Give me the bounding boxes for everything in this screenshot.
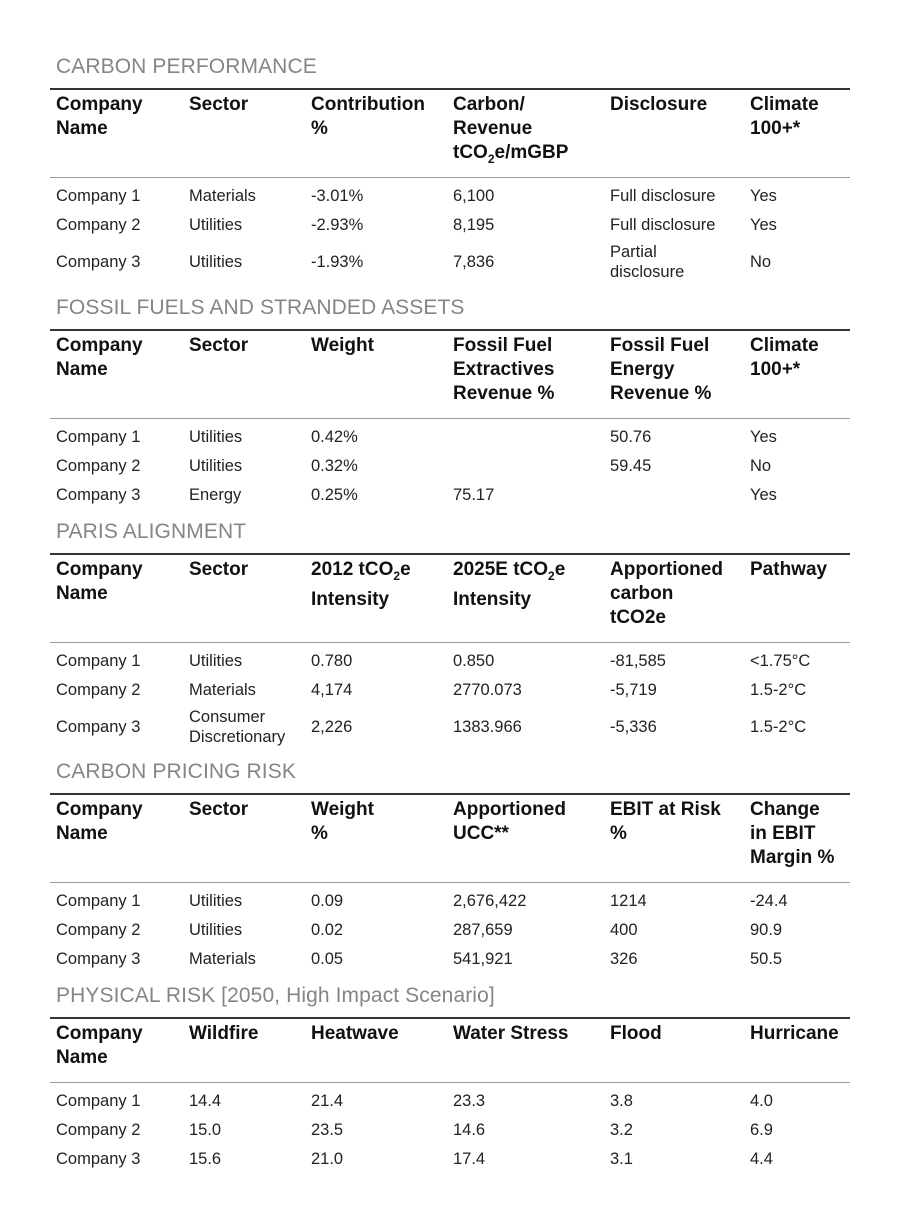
column-header-line: Sector [189,94,249,115]
cell-text: 1383.966 [453,717,522,736]
table-cell [750,949,782,969]
cell-text: 1.5-2°C [750,680,807,699]
table-cell [311,680,352,700]
table-cell [56,215,140,235]
column-header-line: Apportioned [610,559,723,580]
column-header-line: Hurricane [750,1023,839,1044]
table-cell [750,215,777,235]
column-header [750,93,819,141]
table-cell [311,485,358,505]
column-header [750,334,819,382]
cell-text: Company 2 [56,1120,141,1139]
table-cell [56,949,140,969]
cell-text: 4.0 [750,1091,773,1110]
column-header [189,798,248,822]
table-cell [610,949,638,969]
table-cell [56,1120,140,1140]
cell-text: Company 3 [56,949,141,968]
cell-text: -5,336 [610,717,657,736]
table-cell [610,1149,633,1169]
column-header [453,93,568,171]
column-header-line: Pathway [750,559,828,580]
header-divider [50,642,850,643]
column-header-line: % [311,823,328,844]
column-header-line: Contribution [311,94,425,115]
cell-text: Company 3 [56,252,141,271]
cell-text: 0.02 [311,920,344,939]
table-cell [189,456,242,476]
column-header-line: Change [750,799,820,820]
cell-text: 400 [610,920,638,939]
cell-text: Utilities [189,456,243,475]
cell-text: 8,195 [453,215,495,234]
table-cell [189,1149,221,1169]
column-header-line: 2025E tCO$_2$e [453,559,566,583]
table-cell [56,427,140,447]
column-header [311,558,411,612]
cell-text: 0.09 [311,891,344,910]
table-cell [56,680,140,700]
table-cell [311,1091,343,1111]
column-header-line: Sector [189,559,249,580]
table-cell [453,651,494,671]
column-header [610,93,707,117]
cell-text: 0.42% [311,427,358,446]
table-cell [610,920,638,940]
table-cell [189,215,242,235]
column-header [56,558,143,606]
cell-text: 2,676,422 [453,891,527,910]
column-header-line: Company [56,559,143,580]
cell-text: Company 2 [56,920,141,939]
cell-text: Company 3 [56,1149,141,1168]
column-header-line: Climate [750,94,819,115]
table-cell [750,1120,773,1140]
column-header-line: Sector [189,799,249,820]
cell-text: 0.780 [311,651,353,670]
cell-text: Utilities [189,252,243,271]
section-title: PARIS ALIGNMENT [56,520,247,543]
cell-text: Full disclosure [610,215,716,234]
cell-text: Yes [750,186,777,205]
column-header-line: Water Stress [453,1023,569,1044]
cell-text: 287,659 [453,920,513,939]
table-cell [56,456,140,476]
table-cell [56,920,140,940]
column-header-line: Revenue [453,118,533,139]
section-top-rule [50,553,850,555]
column-header [311,1022,399,1046]
cell-text: Company 1 [56,1091,141,1110]
cell-text: No [750,252,772,271]
table-cell [453,717,522,737]
cell-text: Materials [189,949,256,968]
header-divider [50,177,850,178]
column-header-line: Company [56,1023,143,1044]
table-cell [311,252,363,272]
column-header-line: Revenue % [610,383,712,404]
cell-text: disclosure [610,262,685,281]
table-cell [453,891,526,911]
cell-text: 50.76 [610,427,652,446]
column-header-line: Company [56,799,143,820]
section-title: CARBON PERFORMANCE [56,55,317,78]
table-cell [56,891,140,911]
cell-text: 59.45 [610,456,652,475]
cell-text: 6.9 [750,1120,773,1139]
column-header-line: Margin % [750,847,835,868]
table-cell [311,717,352,737]
cell-text: Discretionary [189,727,286,746]
column-header [311,334,374,358]
table-cell [610,186,715,206]
section-top-rule [50,88,850,90]
cell-text: Company 1 [56,891,141,910]
table-cell [610,651,666,671]
cell-text: 7,836 [453,252,495,271]
table-cell [750,891,788,911]
table-cell [311,1120,343,1140]
column-header-line: % [610,823,627,844]
table-cell [189,920,242,940]
cell-text: <1.75°C [750,651,811,670]
cell-text: -3.01% [311,186,364,205]
table-cell [453,949,513,969]
cell-text: 17.4 [453,1149,486,1168]
column-header-line: % [311,118,328,139]
column-header-line: Name [56,1047,108,1068]
cell-text: 541,921 [453,949,513,968]
table-cell [453,485,494,505]
column-header-line: 100+* [750,359,801,380]
table-cell [189,485,241,505]
cell-text: Consumer [189,707,266,726]
cell-text: Yes [750,215,777,234]
column-header [453,798,566,846]
table-cell [56,1091,140,1111]
column-header-line: Sector [189,335,249,356]
table-cell [750,651,810,671]
cell-text: Partial [610,242,657,261]
header-divider [50,1082,850,1083]
table-cell [750,680,806,700]
column-header-line: Wildfire [189,1023,259,1044]
section-title: FOSSIL FUELS AND STRANDED ASSETS [56,296,465,319]
cell-text: 14.4 [189,1091,222,1110]
table-cell [610,427,651,447]
column-header [189,93,248,117]
cell-text: 4.4 [750,1149,773,1168]
table-cell [311,1149,343,1169]
table-cell [453,186,494,206]
cell-text: Energy [189,485,242,504]
section-top-rule [50,1017,850,1019]
cell-text: 0.05 [311,949,344,968]
table-cell [311,891,343,911]
column-header [311,798,374,846]
column-header [453,1022,568,1046]
column-header [610,558,723,630]
cell-text: -1.93% [311,252,364,271]
table-cell [610,891,647,911]
column-header [56,1022,143,1070]
table-cell [189,186,256,206]
column-header-line: tCO2e [610,607,666,628]
table-cell [453,1149,485,1169]
table-cell [750,186,777,206]
table-cell [750,1091,773,1111]
column-header-line: Name [56,823,108,844]
table-cell [311,651,352,671]
column-header [189,558,248,582]
cell-text: Company 1 [56,651,141,670]
table-cell [750,252,771,272]
cell-text: Yes [750,427,777,446]
cell-text: Company 1 [56,427,141,446]
column-header-line: Flood [610,1023,662,1044]
column-header-line: Name [56,359,108,380]
cell-text: Utilities [189,920,243,939]
column-header-line: Weight [311,799,374,820]
column-header-line: 2012 tCO$_2$e [311,559,411,583]
cell-text: 4,174 [311,680,353,699]
cell-text: 3.2 [610,1120,633,1139]
table-cell [750,920,782,940]
column-header-line: Fossil Fuel [453,335,553,356]
column-header-line: Heatwave [311,1023,399,1044]
table-cell [750,427,777,447]
cell-text: 23.5 [311,1120,344,1139]
section-title: CARBON PRICING RISK [56,760,296,783]
cell-text: Company 3 [56,717,141,736]
column-header-line: Disclosure [610,94,708,115]
table-cell [56,252,140,272]
column-header [56,334,143,382]
table-cell [610,1120,633,1140]
cell-text: 3.1 [610,1149,633,1168]
cell-text: 0.850 [453,651,495,670]
column-header [189,334,248,358]
column-header-line: UCC** [453,823,509,844]
table-cell [453,680,522,700]
column-header-line: Name [56,583,108,604]
cell-text: 23.3 [453,1091,486,1110]
column-header [453,558,565,612]
cell-text: Utilities [189,215,243,234]
cell-text: 15.0 [189,1120,222,1139]
column-header-line: Extractives [453,359,555,380]
table-cell [453,1091,485,1111]
column-header [311,93,425,141]
section-top-rule [50,329,850,331]
table-cell [189,707,285,747]
column-header-line: Company [56,335,143,356]
table-cell [453,252,494,272]
table-cell [750,1149,773,1169]
column-header-line: Energy [610,359,675,380]
column-header-line: Weight [311,335,374,356]
table-cell [311,215,363,235]
column-header-line: Climate [750,335,819,356]
column-header [189,1022,259,1046]
cell-text: 326 [610,949,638,968]
table-cell [610,242,684,282]
table-cell [750,717,806,737]
cell-text: 15.6 [189,1149,222,1168]
section-title: PHYSICAL RISK [2050, High Impact Scenario] [56,984,495,1007]
table-cell [189,1091,221,1111]
cell-text: Company 2 [56,456,141,475]
table-cell [610,1091,633,1111]
column-header-line: Revenue % [453,383,555,404]
cell-text: Utilities [189,427,243,446]
cell-text: Company 2 [56,680,141,699]
table-cell [189,252,242,272]
cell-text: Utilities [189,651,243,670]
cell-text: 14.6 [453,1120,486,1139]
table-cell [56,651,140,671]
table-cell [56,1149,140,1169]
column-header [610,334,711,406]
cell-text: Company 2 [56,215,141,234]
table-cell [189,891,242,911]
cell-text: Full disclosure [610,186,716,205]
column-header-line: Intensity [311,588,390,610]
table-cell [189,651,242,671]
table-cell [56,717,140,737]
table-cell [750,456,771,476]
table-cell [610,215,715,235]
table-cell [610,456,651,476]
cell-text: Utilities [189,891,243,910]
section-top-rule [50,793,850,795]
table-cell [311,949,343,969]
cell-text: No [750,456,772,475]
table-cell [311,427,358,447]
column-header-line: carbon [610,583,674,604]
column-header [56,798,143,846]
column-header [610,798,721,846]
cell-text: -81,585 [610,651,666,670]
column-header-line: Intensity [453,588,532,610]
column-header [56,93,143,141]
table-cell [453,215,494,235]
column-header-line: in EBIT [750,823,816,844]
column-header [750,798,834,870]
column-header-line: EBIT at Risk [610,799,721,820]
header-divider [50,418,850,419]
cell-text: 6,100 [453,186,495,205]
table-cell [189,949,256,969]
cell-text: 1.5-2°C [750,717,807,736]
column-header-line: Carbon/ [453,94,525,115]
column-header-line: tCO$_2$e/mGBP [453,142,569,166]
column-header-line: Company [56,94,143,115]
cell-text: Materials [189,186,256,205]
column-header-line: Fossil Fuel [610,335,710,356]
cell-text: 50.5 [750,949,783,968]
cell-text: -2.93% [311,215,364,234]
table-cell [311,456,358,476]
table-cell [56,186,140,206]
cell-text: -5,719 [610,680,657,699]
table-cell [189,1120,221,1140]
cell-text: 90.9 [750,920,783,939]
cell-text: 3.8 [610,1091,633,1110]
table-cell [189,427,242,447]
table-cell [311,186,363,206]
cell-text: 0.25% [311,485,358,504]
cell-text: 2,226 [311,717,353,736]
cell-text: 21.0 [311,1149,344,1168]
table-cell [610,680,657,700]
cell-text: 21.4 [311,1091,344,1110]
cell-text: -24.4 [750,891,788,910]
table-cell [453,1120,485,1140]
column-header [750,558,827,582]
cell-text: Yes [750,485,777,504]
cell-text: Materials [189,680,256,699]
column-header [750,1022,839,1046]
table-cell [311,920,343,940]
cell-text: Company 1 [56,186,141,205]
header-divider [50,882,850,883]
table-cell [610,717,657,737]
cell-text: 2770.073 [453,680,522,699]
cell-text: Company 3 [56,485,141,504]
column-header [453,334,554,406]
cell-text: 0.32% [311,456,358,475]
table-cell [750,485,777,505]
column-header-line: 100+* [750,118,801,139]
column-header [610,1022,662,1046]
column-header-line: Apportioned [453,799,566,820]
table-cell [189,680,256,700]
table-cell [56,485,140,505]
table-cell [453,920,513,940]
column-header-line: Name [56,118,108,139]
cell-text: 75.17 [453,485,495,504]
cell-text: 1214 [610,891,647,910]
